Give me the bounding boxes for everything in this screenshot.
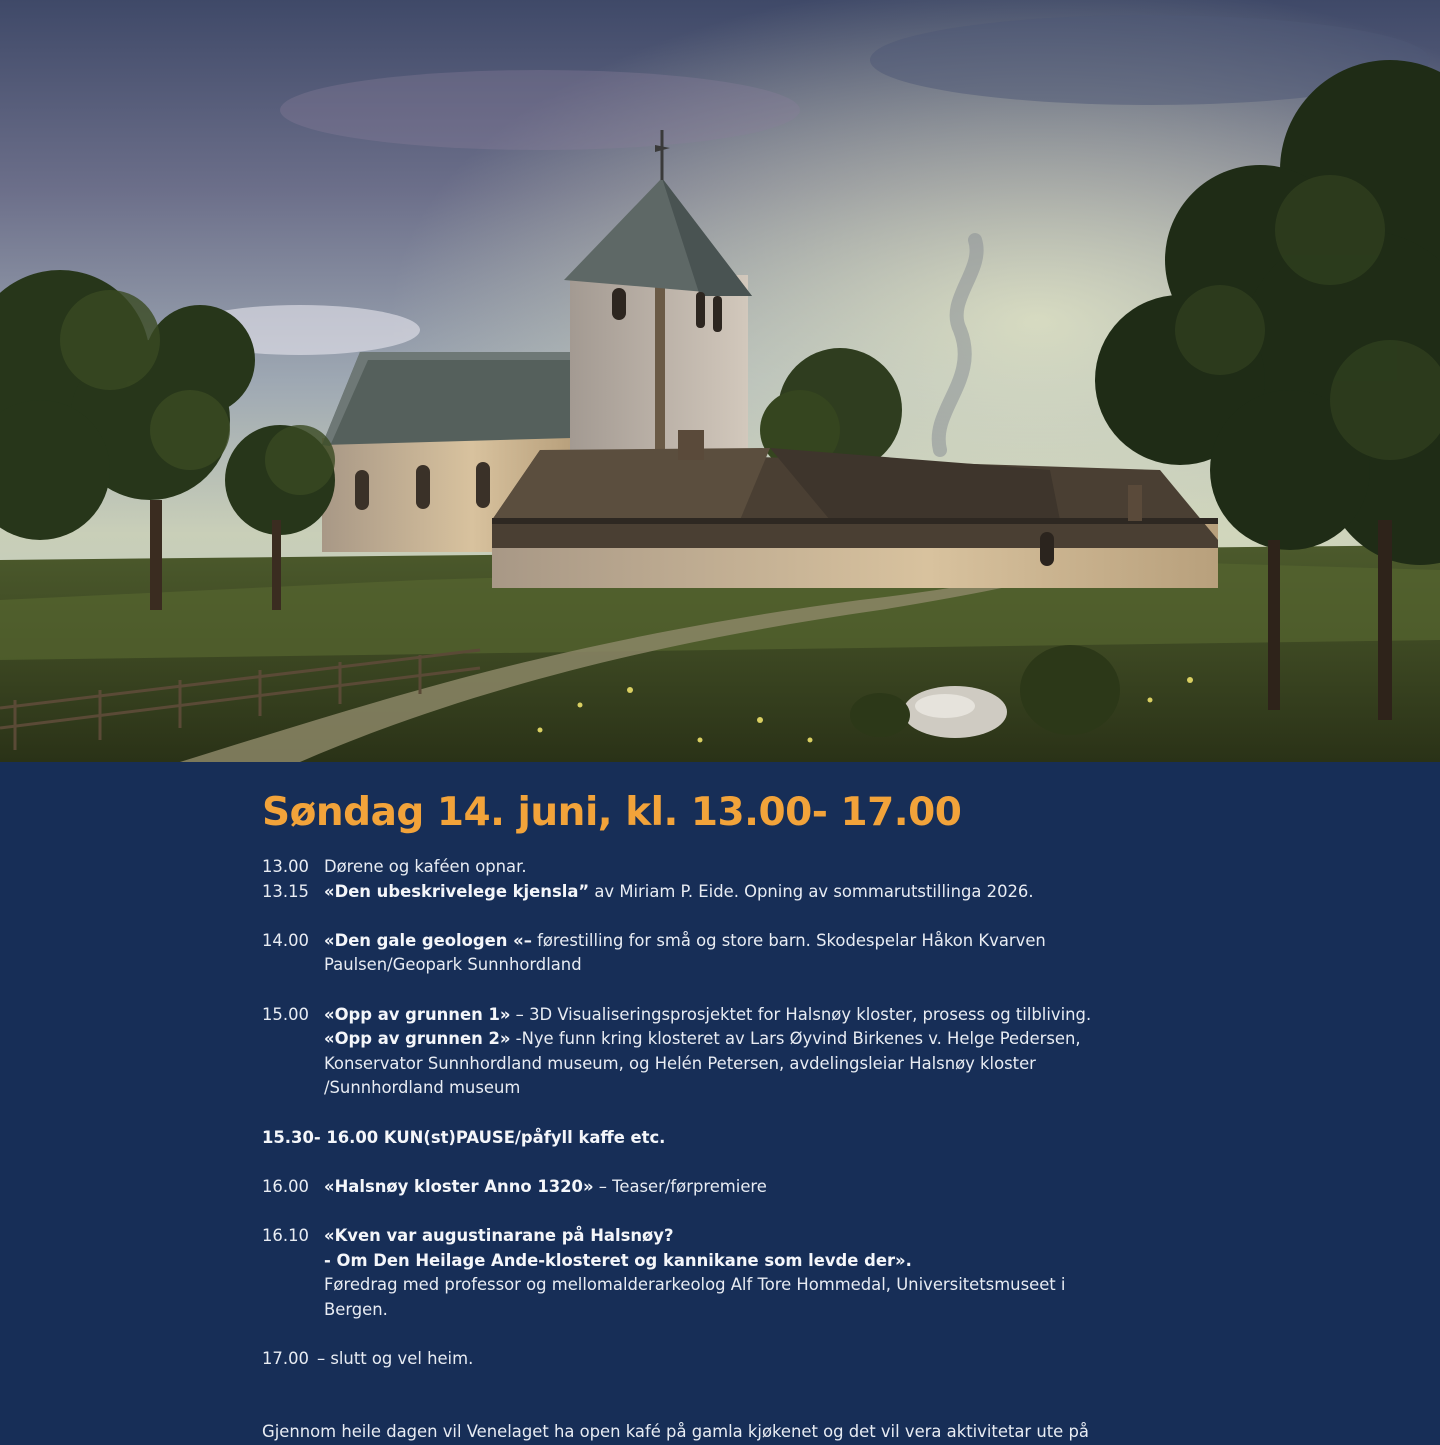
entry-time: 15.00 — [262, 1004, 309, 1024]
program-entry — [262, 880, 1122, 905]
program-entry — [262, 929, 1122, 978]
entry-text: «Opp av grunnen 1» – 3D Visualiseringsprosjektet for Halsnøy kloster, prosess og tilbliving. «Opp av grunnen 2» -Nye funn kring klosteret av Lars Øyvind Birkenes v. Helge Pedersen, Konservator Sunnhordland museum, og Helén Petersen, avdelingsleiar Halsnøy kloster /Sunnhordland museum — [324, 1004, 1092, 1098]
entry-time: 13.15 — [262, 881, 309, 901]
entry-time: 14.00 — [262, 930, 309, 950]
entry-time: 16.10 — [262, 1225, 309, 1245]
entry-text: – slutt og vel heim. — [316, 1348, 474, 1368]
program-entry — [262, 1003, 1122, 1101]
entry-time: 17.00 — [262, 1348, 309, 1368]
entry-time: 16.00 — [262, 1176, 309, 1196]
entry-text: «Den gale geologen «– førestilling for små og store barn. Skodespelar Håkon Kvarven Paulsen/Geopark Sunnhordland — [324, 930, 1046, 975]
entry-time: 13.00 — [262, 857, 309, 876]
program-entry — [262, 855, 1122, 880]
date-heading: Søndag 14. juni, kl. 13.00- 17.00 — [262, 790, 962, 835]
program-entry — [262, 1224, 1122, 1322]
end-entry — [262, 1347, 1122, 1372]
pause-line: 15.30- 16.00 KUN(st)PAUSE/påfyll kaffe etc. — [262, 1127, 666, 1147]
program-entry — [262, 1175, 1122, 1200]
entry-text: «Kven var augustinarane på Halsnøy? - Om Den Heilage Ande-klosteret og kannikane som levde der». Føredrag med professor og mellomalderarkeolog Alf Tore Hommedal, Universitetsmuseet i Bergen. — [324, 1225, 1066, 1319]
entry-text: «Halsnøy kloster Anno 1320» – Teaser/førpremiere — [324, 1176, 767, 1196]
entry-text: «Den ubeskrivelege kjensla” av Miriam P. Eide. Opning av sommarutstillinga 2026. — [324, 881, 1034, 901]
entry-text: Dørene og kaféen opnar. — [324, 857, 527, 876]
program-list — [262, 855, 1122, 1371]
footer-text: Gjennom heile dagen vil Venelaget ha open kafé på gamla kjøkenet og det vil vera aktivitetar ute på — [262, 1422, 1089, 1441]
